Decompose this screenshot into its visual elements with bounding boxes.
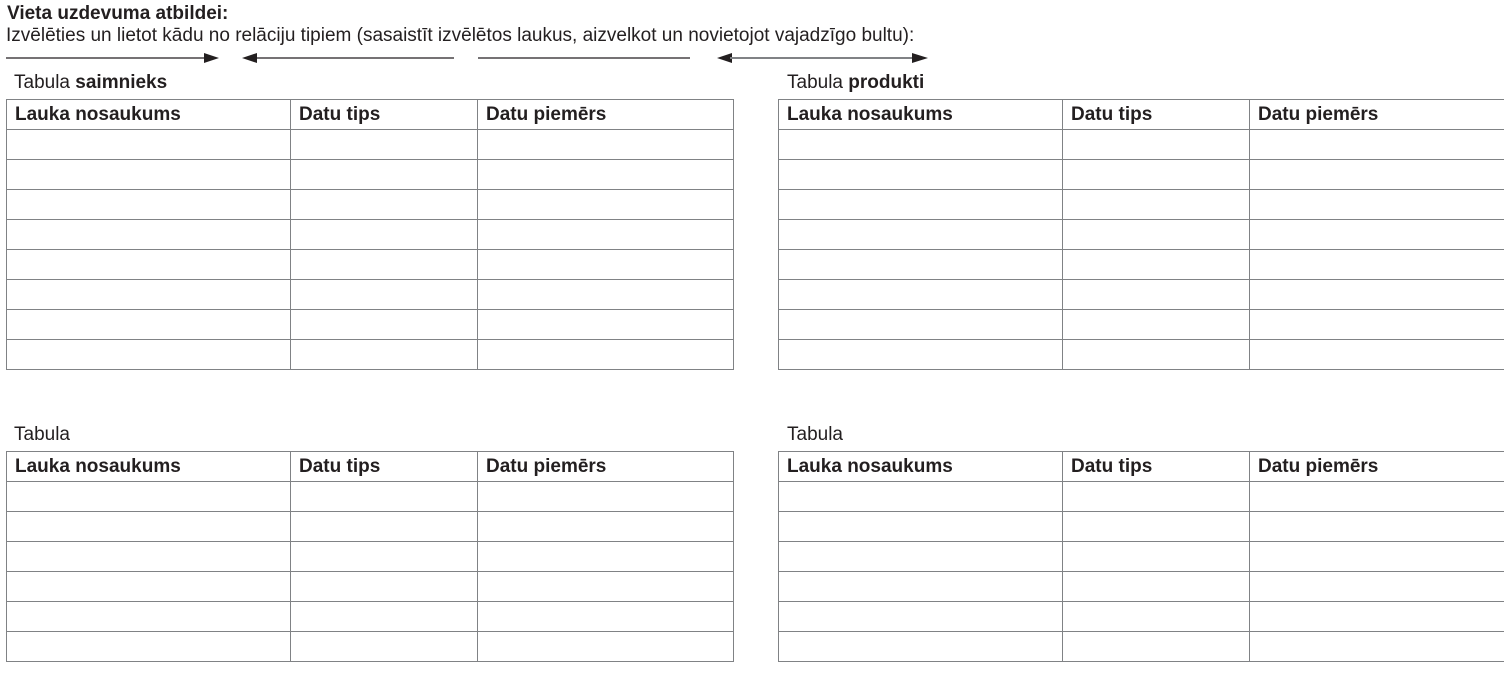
column-header: Datu tips — [291, 452, 478, 482]
table-title-prefix: Tabula — [14, 72, 70, 93]
table-3 — [6, 451, 734, 662]
data-example-cell[interactable] — [478, 602, 734, 632]
data-type-cell[interactable] — [291, 310, 478, 340]
table-title-prefix: Tabula — [787, 424, 843, 445]
table-row — [779, 190, 1504, 220]
data-type-cell[interactable] — [1063, 220, 1250, 250]
data-example-cell[interactable] — [478, 542, 734, 572]
table-title-3 — [14, 424, 70, 446]
data-type-cell[interactable] — [291, 512, 478, 542]
field-name-cell[interactable] — [7, 602, 291, 632]
column-header: Datu piemērs — [1250, 452, 1504, 482]
data-example-cell[interactable] — [1250, 130, 1504, 160]
data-example-cell[interactable] — [478, 130, 734, 160]
data-type-cell[interactable] — [291, 572, 478, 602]
table-header-row — [7, 452, 734, 482]
field-name-cell[interactable] — [7, 220, 291, 250]
table-row — [779, 572, 1504, 602]
data-type-cell[interactable] — [1063, 632, 1250, 662]
data-example-cell[interactable] — [478, 512, 734, 542]
data-example-cell[interactable] — [1250, 482, 1504, 512]
table-row — [7, 130, 734, 160]
column-header: Lauka nosaukums — [779, 452, 1063, 482]
data-type-cell[interactable] — [1063, 602, 1250, 632]
data-example-cell[interactable] — [1250, 602, 1504, 632]
table-row — [7, 310, 734, 340]
data-type-cell[interactable] — [291, 190, 478, 220]
field-name-cell[interactable] — [779, 602, 1063, 632]
table-title-saimnieks — [14, 72, 167, 94]
table-row — [779, 220, 1504, 250]
column-header: Lauka nosaukums — [7, 100, 291, 130]
data-type-cell[interactable] — [291, 482, 478, 512]
field-name-cell[interactable] — [7, 190, 291, 220]
table-row — [779, 130, 1504, 160]
table-row — [779, 310, 1504, 340]
field-name-cell[interactable] — [779, 632, 1063, 662]
field-name-cell[interactable] — [7, 542, 291, 572]
column-header: Datu tips — [291, 100, 478, 130]
table-produkti — [778, 99, 1504, 370]
data-type-cell[interactable] — [1063, 160, 1250, 190]
table-title-name: produkti — [848, 72, 925, 93]
data-type-cell[interactable] — [291, 632, 478, 662]
data-example-cell[interactable] — [1250, 280, 1504, 310]
data-example-cell[interactable] — [1250, 512, 1504, 542]
data-example-cell[interactable] — [1250, 632, 1504, 662]
field-name-cell[interactable] — [7, 482, 291, 512]
table-row — [779, 482, 1504, 512]
field-name-cell[interactable] — [779, 542, 1063, 572]
column-header: Datu tips — [1063, 452, 1250, 482]
table-row — [7, 340, 734, 370]
table-row — [7, 190, 734, 220]
column-header: Datu tips — [1063, 100, 1250, 130]
table-row — [7, 220, 734, 250]
table-row — [7, 280, 734, 310]
data-example-cell[interactable] — [1250, 220, 1504, 250]
data-type-cell[interactable] — [291, 160, 478, 190]
column-header: Lauka nosaukums — [7, 452, 291, 482]
data-example-cell[interactable] — [478, 340, 734, 370]
table-row — [7, 602, 734, 632]
relation-arrow-both-icon[interactable] — [716, 52, 930, 64]
table-row — [779, 602, 1504, 632]
data-example-cell[interactable] — [478, 482, 734, 512]
table-title-prefix: Tabula — [787, 72, 843, 93]
table-row — [779, 280, 1504, 310]
column-header: Datu piemērs — [478, 100, 734, 130]
relation-arrow-right-icon[interactable] — [6, 52, 220, 64]
field-name-cell[interactable] — [779, 130, 1063, 160]
data-example-cell[interactable] — [1250, 250, 1504, 280]
column-header: Datu piemērs — [1250, 100, 1504, 130]
field-name-cell[interactable] — [779, 280, 1063, 310]
field-name-cell[interactable] — [779, 160, 1063, 190]
table-row — [7, 160, 734, 190]
field-name-cell[interactable] — [7, 512, 291, 542]
data-example-cell[interactable] — [478, 310, 734, 340]
data-type-cell[interactable] — [291, 602, 478, 632]
field-name-cell[interactable] — [7, 310, 291, 340]
data-type-cell[interactable] — [291, 340, 478, 370]
table-title-4 — [787, 424, 843, 446]
data-type-cell[interactable] — [1063, 250, 1250, 280]
page-heading: Vieta uzdevuma atbildei: — [7, 3, 229, 24]
column-header: Lauka nosaukums — [779, 100, 1063, 130]
table-row — [779, 340, 1504, 370]
data-example-cell[interactable] — [1250, 160, 1504, 190]
table-row — [7, 512, 734, 542]
data-type-cell[interactable] — [291, 220, 478, 250]
field-name-cell[interactable] — [779, 482, 1063, 512]
field-name-cell[interactable] — [779, 190, 1063, 220]
field-name-cell[interactable] — [779, 340, 1063, 370]
data-example-cell[interactable] — [1250, 572, 1504, 602]
field-name-cell[interactable] — [779, 512, 1063, 542]
data-type-cell[interactable] — [1063, 280, 1250, 310]
field-name-cell[interactable] — [7, 280, 291, 310]
table-row — [7, 572, 734, 602]
table-row — [779, 542, 1504, 572]
table-title-name: saimnieks — [75, 72, 168, 93]
table-title-produkti — [787, 72, 924, 94]
table-header-row — [779, 100, 1504, 130]
data-example-cell[interactable] — [1250, 310, 1504, 340]
data-type-cell[interactable] — [291, 250, 478, 280]
data-type-cell[interactable] — [1063, 482, 1250, 512]
data-example-cell[interactable] — [478, 160, 734, 190]
table-row — [7, 250, 734, 280]
data-type-cell[interactable] — [1063, 130, 1250, 160]
data-example-cell[interactable] — [478, 190, 734, 220]
table-saimnieks — [6, 99, 734, 370]
field-name-cell[interactable] — [7, 130, 291, 160]
data-type-cell[interactable] — [1063, 512, 1250, 542]
data-type-cell[interactable] — [291, 130, 478, 160]
data-type-cell[interactable] — [1063, 572, 1250, 602]
data-type-cell[interactable] — [291, 542, 478, 572]
table-row — [779, 160, 1504, 190]
data-type-cell[interactable] — [291, 280, 478, 310]
table-header-row — [779, 452, 1504, 482]
table-header-row — [7, 100, 734, 130]
data-example-cell[interactable] — [478, 280, 734, 310]
table-row — [779, 512, 1504, 542]
table-row — [779, 632, 1504, 662]
relation-arrow-left-icon[interactable] — [241, 52, 455, 64]
relation-line-icon[interactable] — [478, 52, 692, 64]
data-type-cell[interactable] — [1063, 310, 1250, 340]
data-example-cell[interactable] — [1250, 190, 1504, 220]
data-example-cell[interactable] — [1250, 340, 1504, 370]
data-type-cell[interactable] — [1063, 190, 1250, 220]
table-row — [7, 632, 734, 662]
field-name-cell[interactable] — [779, 220, 1063, 250]
data-example-cell[interactable] — [478, 572, 734, 602]
data-type-cell[interactable] — [1063, 340, 1250, 370]
data-example-cell[interactable] — [478, 250, 734, 280]
instruction-text: Izvēlēties un lietot kādu no relāciju tipiem (sasaistīt izvēlētos laukus, aizvelkot un novietojot vajadzīgo bultu): — [6, 25, 915, 46]
data-example-cell[interactable] — [478, 632, 734, 662]
table-title-prefix: Tabula — [14, 424, 70, 445]
field-name-cell[interactable] — [7, 632, 291, 662]
field-name-cell[interactable] — [7, 250, 291, 280]
data-example-cell[interactable] — [478, 220, 734, 250]
table-4 — [778, 451, 1504, 662]
table-row — [779, 250, 1504, 280]
data-type-cell[interactable] — [1063, 542, 1250, 572]
field-name-cell[interactable] — [779, 310, 1063, 340]
table-row — [7, 542, 734, 572]
field-name-cell[interactable] — [779, 572, 1063, 602]
data-example-cell[interactable] — [1250, 542, 1504, 572]
field-name-cell[interactable] — [7, 340, 291, 370]
field-name-cell[interactable] — [7, 572, 291, 602]
field-name-cell[interactable] — [779, 250, 1063, 280]
column-header: Datu piemērs — [478, 452, 734, 482]
table-row — [7, 482, 734, 512]
field-name-cell[interactable] — [7, 160, 291, 190]
